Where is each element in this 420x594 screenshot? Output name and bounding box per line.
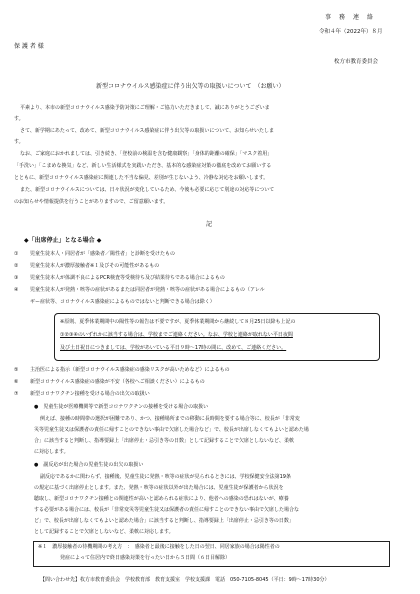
- intro-line: す。: [14, 116, 24, 122]
- intro-line: 平素より、本市の新型コロナウイルス感染予防対策にご理解・ご協力いただきまして、誠にありがとうございま: [20, 105, 270, 111]
- side-effect-line: ど」で、校長が出席しなくてもよいと認めた場合」に該当すると判断し、指導要録上「出席停止・忌引き等の日数」: [34, 518, 294, 524]
- item-text: ギー症状等、コロナウイルス感染症によるものではないと判断できる場合は除く）: [30, 299, 215, 305]
- addressee: 保 護 者 様: [14, 43, 44, 50]
- section-title: ◆「出席停止」となる場合 ◆: [24, 237, 102, 244]
- footnote-line: ※１ 濃厚接触者の待機期間の考え方 ： 感染者と最後に接触をした日の翌日、同居家族の場合は陽性者の: [38, 544, 280, 550]
- intro-line: のお知らせや情報提供を行うことがありますので、ご留意願います。: [14, 199, 169, 205]
- sender: 枚方市教育委員会: [334, 59, 379, 65]
- item-text: 児童生徒本人が濃厚接触者※１及びその可能性があるもの: [30, 263, 160, 269]
- item-number: ⑦: [14, 391, 19, 397]
- intro-line: なお、ご家庭におかれましては、引き続き、「登校前の検温を含む健康観察」「身体的距離の確保」「マスク着用」: [20, 151, 273, 157]
- vaccine-line: 災等児童生徒又は保護者の責任に帰すことのできない事由で欠席した場合など」で、校長が出席しなくてもよいと認めた場: [34, 427, 309, 433]
- item-number: ⑤: [14, 367, 19, 373]
- ki-mark: 記: [206, 221, 213, 228]
- side-effect-line: 副反応であるかに関わらず、接種後、児童生徒に発熱・咳等の症状が見られるときには、学校保健安全法第19条: [40, 474, 291, 480]
- intro-line: また、新型コロナウイルスについては、日々状況が変化しているため、今後も必要に応じて別途の対応等について: [20, 187, 275, 193]
- item-number: ⑥: [14, 379, 19, 385]
- item-text: 新型コロナウイルス感染症の感染が不安（各校へご相談ください）によるもの: [30, 379, 205, 385]
- intro-line: 「手洗い」「こまめな換気」など、新しい生活様式を実践いただき、基本的な感染症対策の徹底を改めてお願いする: [14, 163, 272, 169]
- vaccine-heading: ● 児童生徒が医療機関等で新型コロナワクチンの接種を受ける場合の取扱い: [34, 404, 209, 410]
- item-text: 新型コロナワクチン接種を受ける場合の出欠の取扱い: [30, 391, 150, 397]
- vaccine-line: に対応します。: [34, 449, 69, 455]
- notice-line: 及び土日祝日につきましては、学校があいている平日９時～17時の間に、改めて、ご連絡ください。: [60, 345, 287, 351]
- side-effect-heading: ● 副反応が出た場合の児童生徒の出欠の取扱い: [34, 462, 144, 468]
- intro-line: す。: [14, 139, 24, 145]
- contact-info: 【問い合わせ先】枚方市教育委員会 学校教育部 教育支援室 学校支援課 電話 050-7105-8045（平日：9時～17時30分）: [40, 577, 330, 583]
- item-text: 主治医による指示（新型コロナウイルス感染症の感染リスクが高いためなど）によるもの: [30, 367, 230, 373]
- footnote-line: 発症によって住居内で終日感染対策を行ったい日から５日間（６日目解除）: [60, 555, 231, 561]
- side-effect-line: の規定に基づく出席停止とします。また、発熱・咳等の症状以外が出た場合には、児童生徒が保護者から状況を: [34, 485, 284, 491]
- side-effect-line: 聴取し、新型コロナワクチン接種との関連性が高いと認められる症状により、他者への感染の恐れはないが、療養: [34, 496, 289, 502]
- document-title: 新型コロナウイルス感染症に伴う出欠等の取扱いについて （お願い）: [96, 83, 285, 90]
- item-number: ③: [14, 275, 19, 281]
- side-effect-line: する必要がある場合には、校長が「非常変災等児童生徒又は保護者の責任に帰すことのできない事由で欠席した場合な: [34, 507, 300, 513]
- item-text: 児童生徒本人・同居者が「感染者／陽性者」と診断を受けたもの: [30, 251, 176, 257]
- item-number: ④: [14, 287, 19, 293]
- intro-line: さて、新学期にあたって、改めて、新型コロナウイルス感染症に伴う出欠等の取扱いについて、お知らせいたしま: [20, 128, 275, 134]
- document-date: 令和４年（2022年）８月: [319, 29, 383, 35]
- notice-line: ①②③④のいずれかに該当する場合は、学校までご連絡ください。なお、学校と連絡が取れない平日夜間: [60, 332, 293, 338]
- document-type: 事 務 連 絡: [325, 14, 375, 21]
- notice-line: ※原則、夏季休業期間中の陽性等の報告は不要ですが、夏季休業期間から継続して８月25日以降も上記の: [60, 319, 296, 325]
- vaccine-line: 例えば、接種の時間帯の選択が困難であり、かつ、接種場所までの移動に長時間を要する場合等に、校長が「非常変: [40, 416, 300, 422]
- side-effect-line: として記録することで欠席としないなど、柔軟に対応します。: [34, 529, 174, 535]
- item-number: ②: [14, 263, 19, 269]
- vaccine-line: 合」に該当すると判断し、指導要録上「出席停止・忌引き等の日数」として記録することで欠席としないなど、柔軟: [34, 438, 295, 444]
- item-text: 児童生徒本人が発熱・咳等の症状があるまたは同居者が発熱・咳等の症状がある場合によるもの（アレル: [30, 287, 265, 293]
- intro-line: とともに、新型コロナウイルス感染症に関連した不当な偏見、差別が生じないよう、冷静な対応をお願いします。: [14, 175, 269, 181]
- item-text: 児童生徒本人が体調不良によるPCR検査等受検待ち及び結果待ちである場合によるもの: [30, 275, 225, 281]
- item-number: ①: [14, 251, 19, 257]
